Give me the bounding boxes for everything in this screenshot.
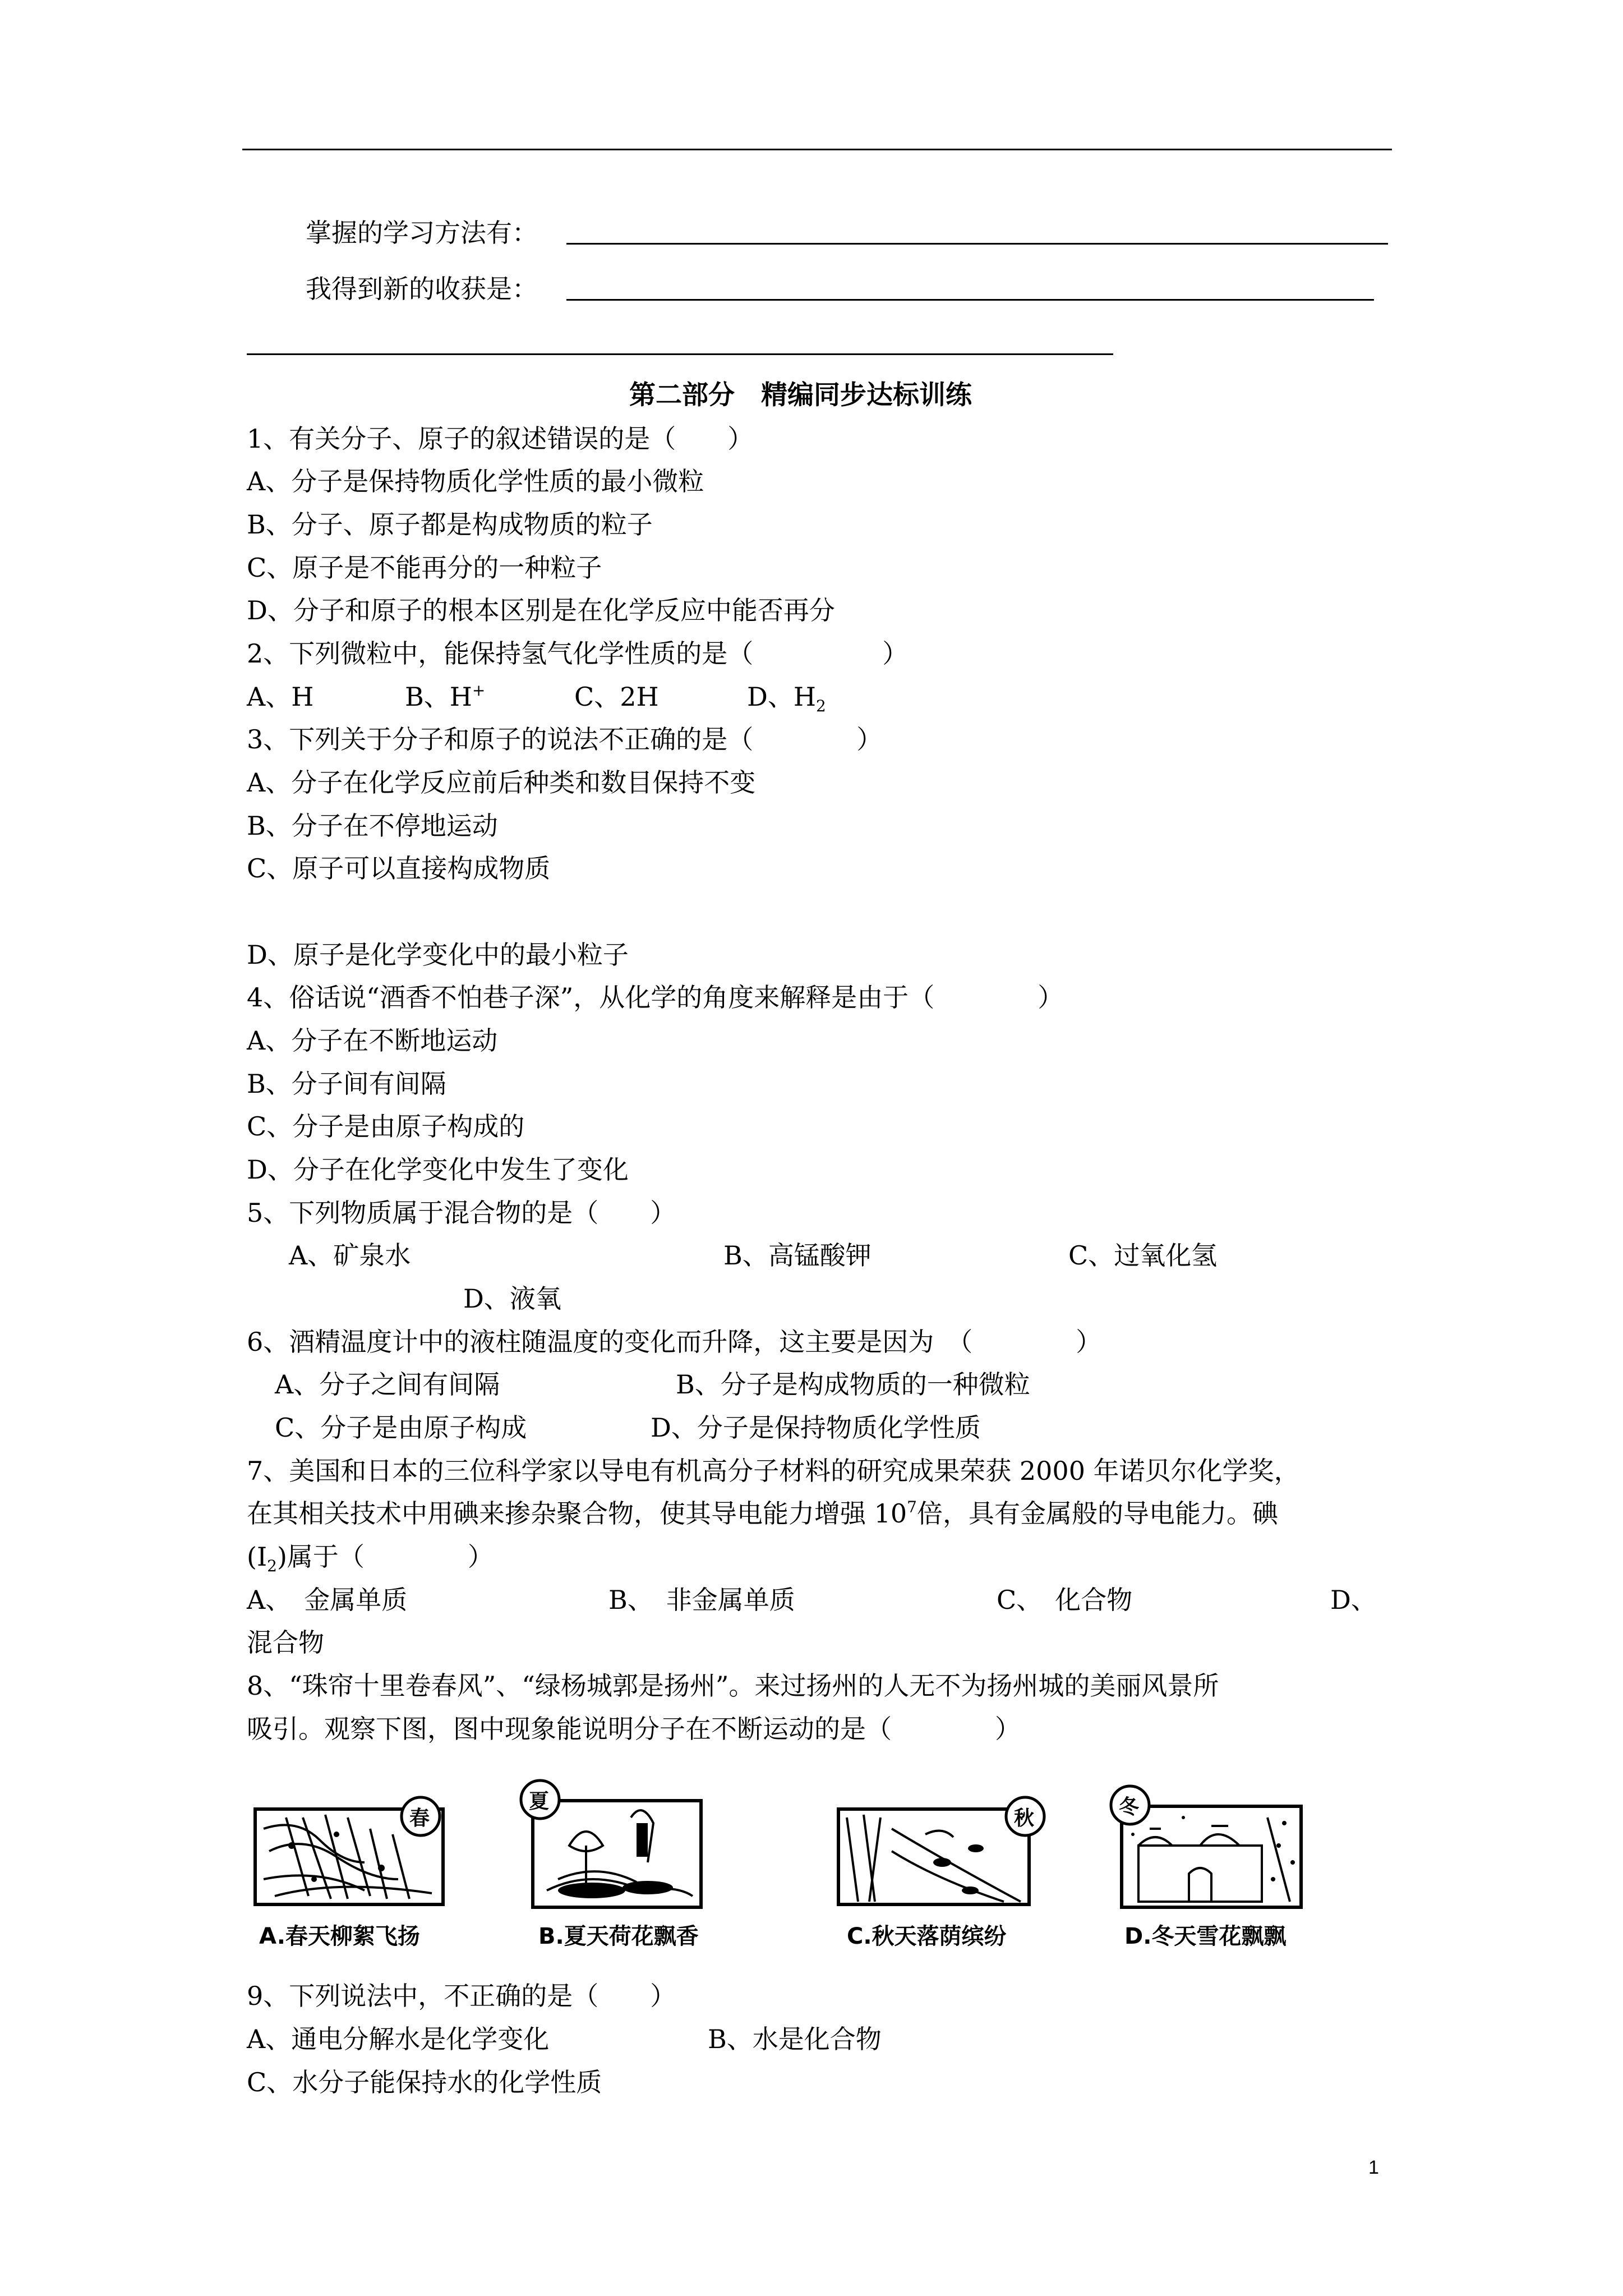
q1-option-b: B、分子、原子都是构成物质的粒子 <box>247 509 653 540</box>
header-rule <box>242 149 1392 150</box>
q2-option-b-charge: + <box>472 681 486 700</box>
q1-option-c: C、原子是不能再分的一种粒子 <box>247 553 602 583</box>
q5-option-b: B、高锰酸钾 <box>723 1240 872 1271</box>
q7-line-1: 7、美国和日本的三位科学家以导电有机高分子材料的研究成果荣获 2000 年诺贝尔化学奖， <box>247 1456 1300 1486</box>
q7-option-d-start: D、 <box>1330 1585 1377 1615</box>
q2-option-b-text: B、H <box>405 682 472 712</box>
q8-caption-a: A.春天柳絮飞扬 <box>259 1924 420 1949</box>
q8-picture-a <box>252 1795 454 1907</box>
q8-line-2: 吸引。观察下图，图中现象能说明分子在不断运动的是（ ） <box>247 1714 1021 1744</box>
q8-picture-a-season: 春 <box>409 1807 430 1830</box>
q4-option-c: C、分子是由原子构成的 <box>247 1111 525 1142</box>
q9-option-b: B、水是化合物 <box>708 2024 882 2054</box>
q7-iodine-subscript: 2 <box>267 1557 277 1575</box>
q8-caption-c: C.秋天落荫缤纷 <box>847 1924 1007 1949</box>
q5-stem: 5、下列物质属于混合物的是（ ） <box>247 1198 676 1228</box>
q1-option-a: A、分子是保持物质化学性质的最小微粒 <box>247 466 704 496</box>
q6-option-a: A、分子之间有间隔 <box>275 1369 500 1400</box>
q6-option-d: D、分子是保持物质化学性质 <box>651 1412 981 1443</box>
q3-option-c: C、原子可以直接构成物质 <box>247 853 551 884</box>
gains-answer-line-2[interactable] <box>247 353 1113 355</box>
q7-option-d-end: 混合物 <box>247 1627 324 1658</box>
q3-option-b: B、分子在不停地运动 <box>247 811 498 841</box>
q6-option-c: C、分子是由原子构成 <box>275 1412 527 1443</box>
q3-stem: 3、下列关于分子和原子的说法不正确的是（ ） <box>247 724 883 754</box>
q7-line-2-end: 倍，具有金属般的导电能力。碘 <box>916 1498 1278 1529</box>
q6-stem: 6、酒精温度计中的液柱随温度的变化而升降，这主要是因为 （ ） <box>247 1327 1102 1357</box>
page-number: 1 <box>1368 2157 1379 2178</box>
q1-option-d: D、分子和原子的根本区别是在化学反应中能否再分 <box>247 595 835 625</box>
q2-stem: 2、下列微粒中，能保持氢气化学性质的是（ ） <box>247 638 909 669</box>
q3-option-a: A、分子在化学反应前后种类和数目保持不变 <box>247 767 756 798</box>
q7-line-3-start: (I <box>247 1542 268 1572</box>
q2-option-c: C、2H <box>574 682 659 712</box>
q8-caption-d: D.冬天雪花飘飘 <box>1124 1924 1287 1949</box>
q8-picture-c-season: 秋 <box>1014 1807 1035 1830</box>
q2-option-d <box>747 680 826 714</box>
q8-picture-c <box>836 1795 1049 1907</box>
part-title: 第二部分 精编同步达标训练 <box>629 380 972 411</box>
q7-option-c: C、 化合物 <box>997 1585 1133 1615</box>
q9-option-a: A、通电分解水是化学变化 <box>247 2024 550 2054</box>
q4-option-d: D、分子在化学变化中发生了变化 <box>247 1154 629 1185</box>
gains-answer-line[interactable] <box>566 299 1374 301</box>
q4-option-b: B、分子间有间隔 <box>247 1069 446 1099</box>
q7-line-3 <box>247 1540 494 1573</box>
q7-line-2 <box>247 1497 1278 1530</box>
q8-picture-d-season: 冬 <box>1119 1796 1140 1819</box>
q5-option-d: D、液氧 <box>463 1283 561 1314</box>
q8-caption-b: B.夏天荷花飘香 <box>538 1924 699 1949</box>
gains-label: 我得到新的收获是： <box>306 274 538 304</box>
q5-option-c: C、过氧化氢 <box>1068 1240 1218 1271</box>
q1-stem: 1、有关分子、原子的叙述错误的是（ ） <box>247 424 754 454</box>
methods-answer-line[interactable] <box>566 243 1388 245</box>
q8-picture-b-season: 夏 <box>529 1790 550 1813</box>
q7-option-a: A、 金属单质 <box>247 1585 408 1615</box>
q6-option-b: B、分子是构成物质的一种微粒 <box>676 1369 1030 1400</box>
q2-option-d-text: D、H <box>747 682 816 712</box>
q8-picture-d <box>1099 1784 1312 1910</box>
q9-stem: 9、下列说法中，不正确的是（ ） <box>247 1981 676 2011</box>
q4-stem: 4、俗话说“酒香不怕巷子深”，从化学的角度来解释是由于（ ） <box>247 982 1064 1013</box>
q2-option-b <box>405 680 485 714</box>
q8-picture-b <box>508 1778 709 1910</box>
q7-exponent: 7 <box>907 1498 917 1516</box>
q2-option-d-subscript: 2 <box>816 697 826 715</box>
q5-option-a: A、矿泉水 <box>289 1240 411 1271</box>
q7-option-b: B、 非金属单质 <box>608 1585 795 1615</box>
q3-option-d: D、原子是化学变化中的最小粒子 <box>247 940 629 970</box>
q7-line-2-start: 在其相关技术中用碘来掺杂聚合物，使其导电能力增强 10 <box>247 1498 907 1529</box>
q7-line-3-end: )属于（ ） <box>276 1542 494 1572</box>
methods-label: 掌握的学习方法有： <box>306 218 538 248</box>
q4-option-a: A、分子在不断地运动 <box>247 1025 498 1056</box>
q8-line-1: 8、“珠帘十里卷春风”、“绿杨城郭是扬州”。来过扬州的人无不为扬州城的美丽风景所 <box>247 1671 1219 1701</box>
q2-option-a: A、H <box>247 682 314 712</box>
q9-option-c: C、水分子能保持水的化学性质 <box>247 2067 602 2097</box>
